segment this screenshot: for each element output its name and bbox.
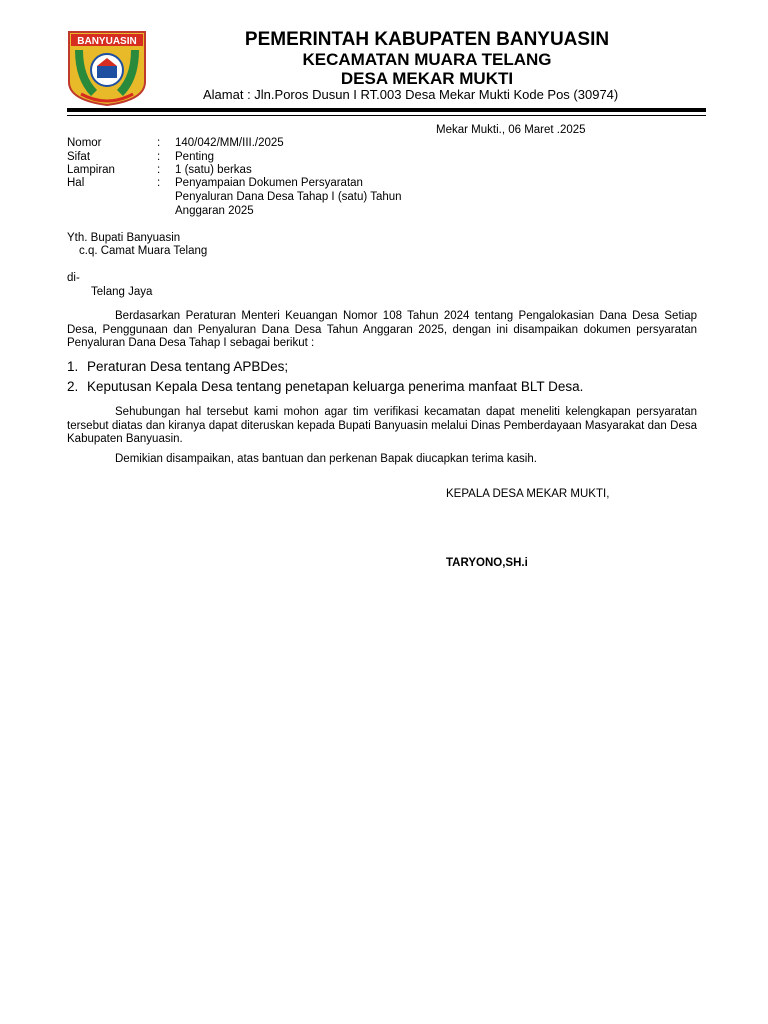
- meta-value-sifat: Penting: [175, 151, 215, 163]
- header-rule-thin: [67, 115, 706, 116]
- list-item-text: Keputusan Kepala Desa tentang penetapan keluarga penerima manfaat BLT Desa.: [87, 379, 584, 394]
- meta-label-hal: Hal: [67, 177, 85, 189]
- body-paragraph-2: [67, 406, 697, 447]
- body-paragraph-3-text: Demikian disampaikan, atas bantuan dan perkenan Bapak diucapkan terima kasih.: [115, 453, 537, 465]
- list-item-number: 2.: [67, 379, 79, 394]
- list-item-1: [67, 359, 288, 374]
- list-item-number: 1.: [67, 359, 79, 374]
- meta-value-hal-line-1: Penyampaian Dokumen Persyaratan: [175, 177, 363, 189]
- meta-colon: :: [157, 177, 161, 189]
- header-rule-thick: [67, 108, 706, 112]
- logo-text: BANYUASIN: [77, 36, 137, 47]
- meta-label-nomor: Nomor: [67, 137, 102, 149]
- header-line-1: PEMERINTAH KABUPATEN BANYUASIN: [244, 29, 610, 50]
- header-line-3: DESA MEKAR MUKTI: [340, 69, 514, 88]
- meta-value-hal-line-2: Penyaluran Dana Desa Tahap I (satu) Tahun: [175, 191, 402, 203]
- recipient-line-2: c.q. Camat Muara Telang: [79, 245, 208, 257]
- meta-colon: :: [157, 164, 161, 176]
- body-paragraph-2-text: Sehubungan hal tersebut kami mohon agar tim verifikasi kecamatan dapat meneliti kelengkapan persyaratan tersebut diatas dan kiranya dapat diteruskan kepada Bupati Banyuasin melalui Dinas Pemberdayaan Masyarakat dan Desa Kabupaten Banyuasin.: [67, 406, 697, 446]
- meta-value-nomor: 140/042/MM/III./2025: [175, 137, 284, 149]
- meta-value-lampiran: 1 (satu) berkas: [175, 164, 252, 176]
- meta-label-lampiran: Lampiran: [67, 164, 115, 176]
- meta-label-sifat: Sifat: [67, 151, 91, 163]
- header-address: Alamat : Jln.Poros Dusun I RT.003 Desa Mekar Mukti Kode Pos (30974): [203, 87, 619, 102]
- body-paragraph-1-text: Berdasarkan Peraturan Menteri Keuangan Nomor 108 Tahun 2024 tentang Pengalokasian Dana Desa Setiap Desa, Penggunaan dan Penyaluran Dana Desa Tahun Anggaran 2025, dengan ini disampaikan dokumen persyaratan Penyaluran Dana Desa Tahap I sebagai berikut :: [67, 310, 697, 350]
- body-paragraph-3: [67, 453, 697, 467]
- list-item-text: Peraturan Desa tentang APBDes;: [87, 359, 289, 374]
- letter-date: Mekar Mukti., 06 Maret .2025: [436, 124, 586, 136]
- recipient-di: di-: [67, 272, 80, 284]
- signature-name: TARYONO,SH.i: [446, 557, 528, 569]
- body-paragraph-1: [67, 310, 697, 351]
- recipient-line-1: Yth. Bupati Banyuasin: [67, 232, 181, 244]
- meta-value-hal-line-3: Anggaran 2025: [175, 205, 254, 217]
- meta-colon: :: [157, 137, 161, 149]
- list-item-2: [67, 379, 583, 394]
- meta-colon: :: [157, 151, 161, 163]
- header-line-2: KECAMATAN MUARA TELANG: [302, 50, 552, 69]
- banyuasin-logo: [67, 30, 147, 107]
- recipient-place: Telang Jaya: [91, 286, 153, 298]
- signature-title: KEPALA DESA MEKAR MUKTI,: [446, 488, 610, 500]
